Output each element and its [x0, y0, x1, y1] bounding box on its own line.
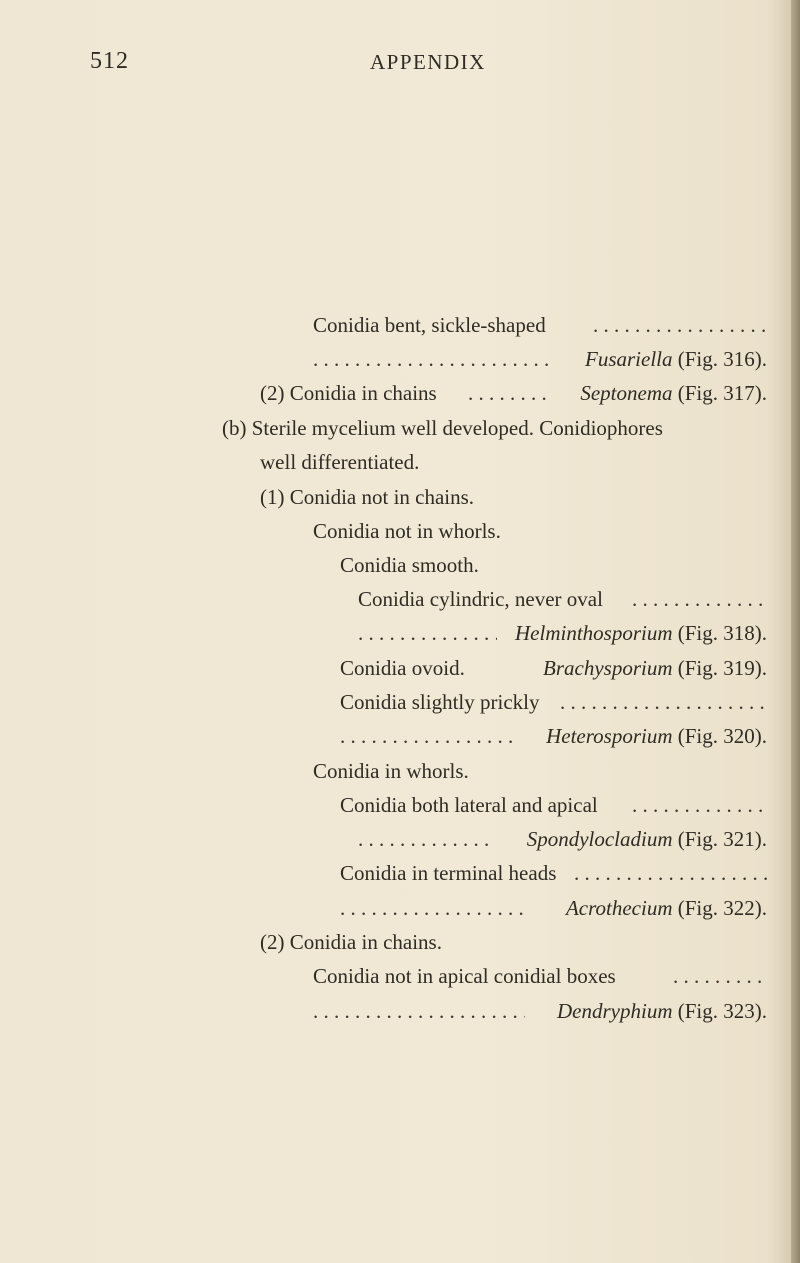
genus-name: Dendryphium [557, 999, 673, 1023]
key-line-text: (1) Conidia not in chains. [260, 485, 475, 509]
key-line-text: (b) Sterile mycelium well developed. Conidiophores [222, 416, 663, 440]
key-line-text: Conidia cylindric, never oval [358, 587, 603, 611]
figure-reference: (Fig. 320). [677, 724, 767, 748]
key-line [260, 482, 474, 512]
figure-reference: (Fig. 323). [677, 999, 767, 1023]
key-line [260, 447, 419, 477]
figure-reference: (Fig. 318). [677, 621, 767, 645]
page-edge-shadow [791, 0, 800, 1263]
key-line [260, 378, 767, 408]
key-line-text: Conidia not in apical conidial boxes [313, 964, 616, 988]
leader-dots [340, 721, 517, 751]
key-line [313, 310, 767, 340]
key-line [340, 550, 479, 580]
leader-dots [574, 858, 767, 888]
genus-name: Helminthosporium [515, 621, 673, 645]
key-line-text: Conidia in terminal heads [340, 861, 557, 885]
genus-name: Septonema [580, 381, 673, 405]
running-head: APPENDIX [370, 50, 486, 74]
leader-dots [673, 961, 767, 991]
leader-dots [313, 996, 525, 1026]
leader-dots [632, 790, 767, 820]
leader-dots [358, 824, 493, 854]
key-line-text: (2) Conidia in chains. [260, 930, 442, 954]
key-line [313, 996, 767, 1026]
key-line-text: Conidia not in whorls. [313, 519, 501, 543]
key-line [340, 687, 767, 717]
key-line [358, 618, 767, 648]
key-result [580, 378, 767, 408]
figure-reference: (Fig. 322). [677, 896, 767, 920]
key-line [313, 516, 501, 546]
leader-dots [560, 687, 767, 717]
genus-name: Heterosporium [546, 724, 673, 748]
leader-dots [468, 378, 549, 408]
leader-dots [632, 584, 767, 614]
figure-reference: (Fig. 321). [677, 827, 767, 851]
genus-name: Acrothecium [565, 896, 673, 920]
key-result [527, 824, 767, 854]
leader-dots [593, 310, 767, 340]
key-line [340, 858, 767, 888]
key-line [313, 344, 767, 374]
genus-name: Brachysporium [543, 656, 673, 680]
key-line-text: Conidia ovoid. [340, 656, 465, 680]
key-line [358, 824, 767, 854]
key-result [515, 618, 767, 648]
key-result [543, 653, 767, 683]
key-line-text: well differentiated. [260, 450, 420, 474]
key-line-text: Conidia bent, sickle-shaped [313, 313, 546, 337]
page-number: 512 [90, 48, 129, 74]
key-line [358, 584, 767, 614]
key-line [340, 790, 767, 820]
figure-reference: (Fig. 317). [677, 381, 767, 405]
figure-reference: (Fig. 316). [677, 347, 767, 371]
key-result [546, 721, 767, 751]
leader-dots [313, 344, 555, 374]
leader-dots [358, 618, 497, 648]
key-line-text: Conidia slightly prickly [340, 690, 540, 714]
figure-reference: (Fig. 319). [677, 656, 767, 680]
key-line [313, 756, 469, 786]
key-line [260, 927, 442, 957]
genus-name: Fusariella [585, 347, 673, 371]
key-line-text: Conidia smooth. [340, 553, 479, 577]
key-line-text: Conidia both lateral and apical [340, 793, 598, 817]
key-result [566, 893, 767, 923]
key-result [585, 344, 767, 374]
key-line [340, 893, 767, 923]
key-line [340, 721, 767, 751]
key-line-text: (2) Conidia in chains [260, 381, 437, 405]
key-result [557, 996, 767, 1026]
genus-name: Spondylocladium [526, 827, 673, 851]
key-line-text: Conidia in whorls. [313, 759, 469, 783]
leader-dots [340, 893, 527, 923]
key-line [222, 413, 663, 443]
key-line [340, 653, 767, 683]
key-line [313, 961, 767, 991]
